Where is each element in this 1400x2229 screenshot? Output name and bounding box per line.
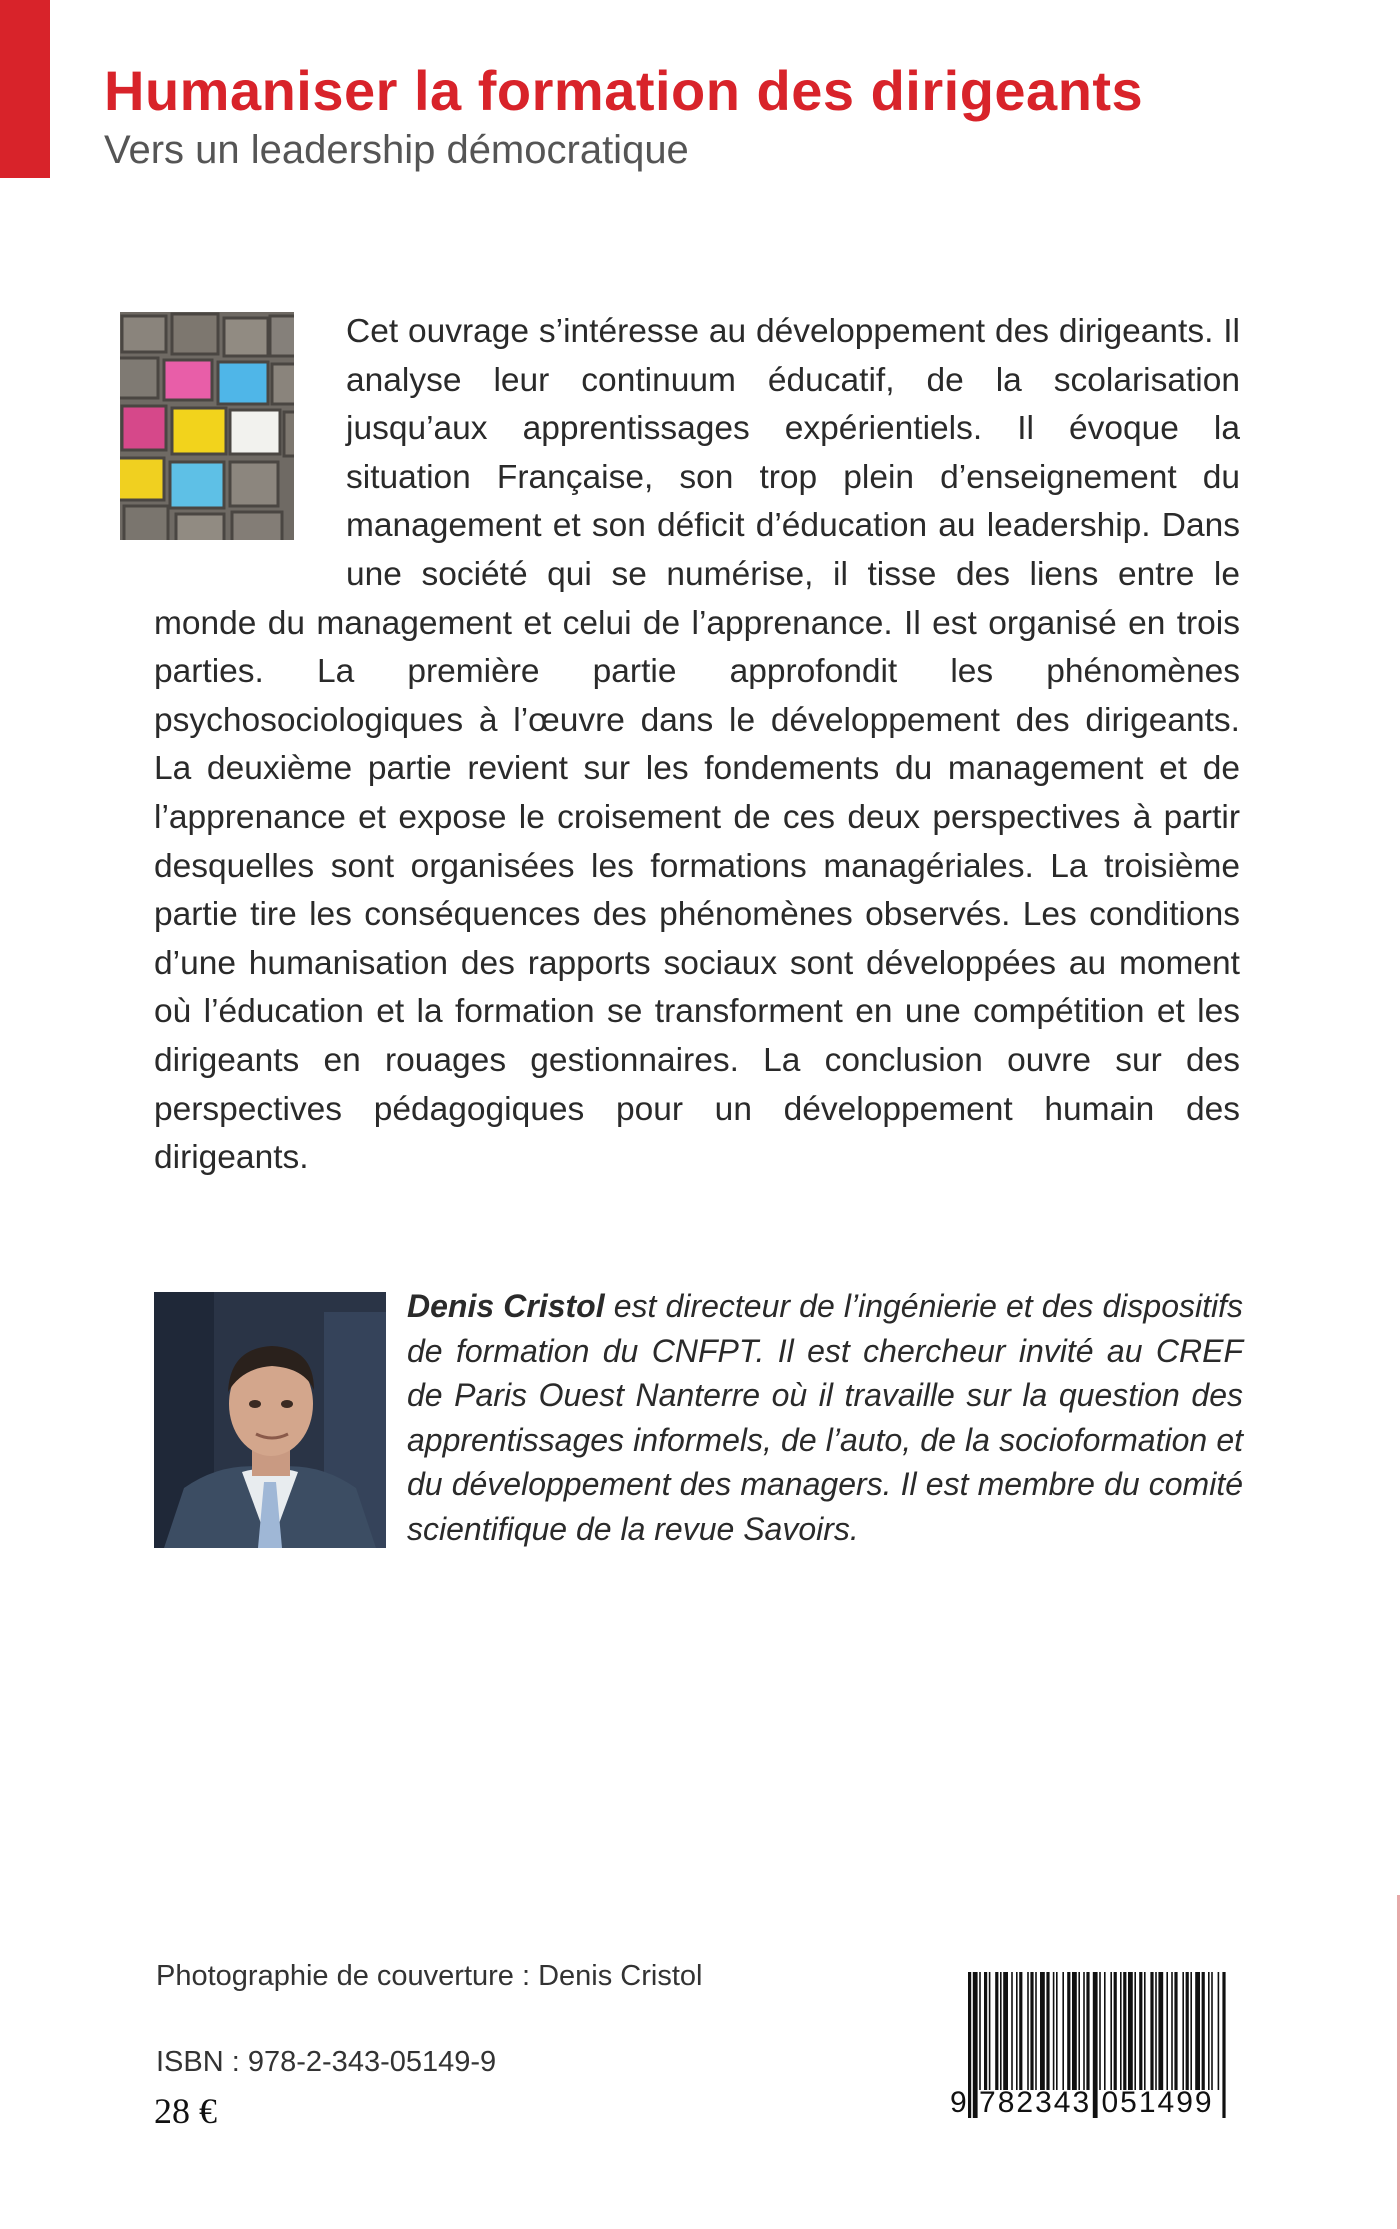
book-subtitle: Vers un leadership démocratique	[104, 128, 689, 172]
image-float-spacer	[154, 308, 346, 552]
price: 28 €	[154, 2091, 217, 2131]
photo-credit: Photographie de couverture : Denis Cristol	[156, 1960, 703, 1992]
barcode-number: 9 782343 051499	[950, 2086, 1214, 2119]
author-photo	[154, 1292, 386, 1548]
book-title: Humaniser la formation des dirigeants	[104, 59, 1144, 122]
author-bio	[407, 1284, 1243, 1552]
author-name: Denis Cristol	[407, 1288, 605, 1324]
summary-body: Cet ouvrage s’intéresse au développement des dirigeants. Il analyse leur continuum éducatif, de la scolarisation jusqu’aux apprentissages expérientiels. Il évoque la situation Française, son trop plein d’enseignement du management et son déficit d’éducation au leadership. Dans une société qui se numérise, il tisse des liens entre le monde du management et celui de l’apprenance. Il est organisé en trois parties. La première partie approfondit les phénomènes psychosociologiques à l’œuvre dans le développement des dirigeants. La deuxième partie revient sur les fondements du management et de l’apprenance et expose le croisement de ces deux perspectives à partir desquelles sont organisées les formations managériales. La troisième partie tire les conséquences des phénomènes observés. Les conditions d’une humanisation des rapports sociaux sont développées au moment où l’éducation et la formation se transforment en une compétition et les dirigeants en rouages gestionnaires. La conclusion ouvre sur des perspectives pédagogiques pour un développement humain des dirigeants.	[154, 313, 1240, 1177]
red-accent-bar	[0, 0, 50, 178]
isbn: ISBN : 978-2-343-05149-9	[156, 2046, 497, 2078]
summary-text	[154, 308, 1240, 1183]
author-bio-text: est directeur de l’ingénierie et des dispositifs de formation du CNFPT. Il est chercheur invité au CREF de Paris Ouest Nanterre où il travaille sur la question des apprentissages informels, de l’auto, de la socioformation et du développement des managers. Il est membre du comité scientifique de la revue Savoirs.	[407, 1288, 1244, 1547]
